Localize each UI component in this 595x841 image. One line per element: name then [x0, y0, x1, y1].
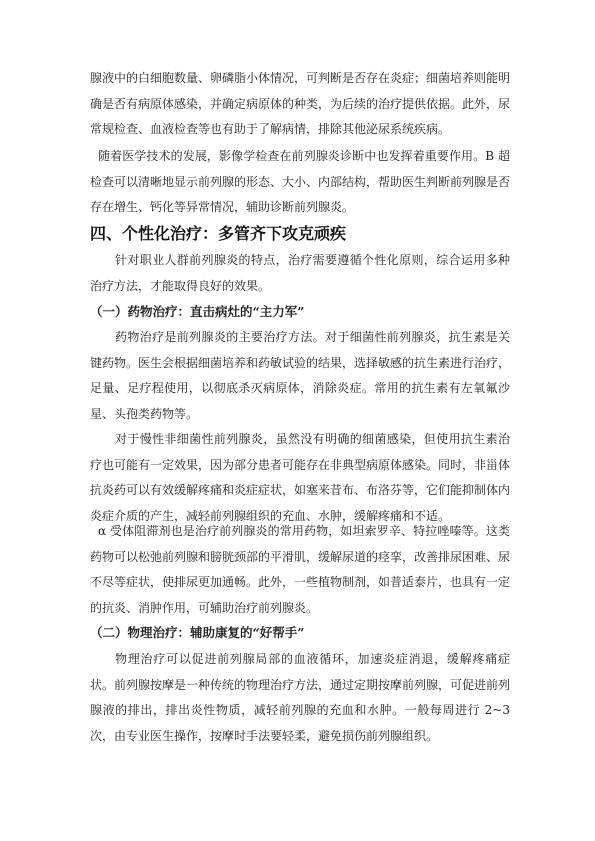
paragraph-diagnosis-imaging: 随着医学技术的发展，影像学检查在前列腺炎诊断中也发挥着重要作用。B 超检查可以清晰地显示前列腺的形态、大小、内部结构，帮助医生判断前列腺是否存在增生、钙化等异常情况，辅助诊断前列腺炎。: [90, 149, 511, 214]
paragraph-diagnosis-lab: 腺液中的白细胞数量、卵磷脂小体情况，可判断是否存在炎症；细菌培养则能明确是否有病原体感染，并确定病原体的种类，为后续的治疗提供依据。此外，尿常规检查、血液检查等也有助于了解病情，排除其他泌尿系统疾病。: [90, 71, 511, 136]
section-heading-4: 四、个性化治疗：多管齐下攻克顽疾: [90, 224, 347, 243]
paragraph-drug-antibiotics: 药物治疗是前列腺炎的主要治疗方法。对于细菌性前列腺炎，抗生素是关键药物。医生会根据细菌培养和药敏试验的结果，选择敏感的抗生素进行治疗，足量、足疗程使用，以彻底杀灭病原体，消除炎症。常用的抗生素有左氧氟沙星、头孢类药物等。: [90, 330, 511, 421]
subheading-drug-therapy: （一）药物治疗：直击病灶的“主力军”: [90, 304, 305, 319]
subheading-physical-therapy: （二）物理治疗：辅助康复的“好帮手”: [90, 625, 305, 640]
paragraph-drug-alpha-blockers: α 受体阻滞剂也是治疗前列腺炎的常用药物，如坦索罗辛、特拉唑嗪等。这类药物可以松弛前列腺和膀胱颈部的平滑肌，缓解尿道的痉挛，改善排尿困难、尿不尽等症状，使排尿更加通畅。此外，一些植物制剂，如普适泰片，也具有一定的抗炎、消肿作用，可辅助治疗前列腺炎。: [90, 524, 511, 615]
paragraph-physical-therapy: 物理治疗可以促进前列腺局部的血液循环，加速炎症消退，缓解疼痛症状。前列腺按摩是一种传统的物理治疗方法，通过定期按摩前列腺，可促进前列腺液的排出，排出炎性物质，减轻前列腺的充血和水肿。一般每周进行 2~3 次，由专业医生操作，按摩时手法要轻柔，避免损伤前列腺组织。: [90, 652, 511, 743]
paragraph-personalized-intro: 针对职业人群前列腺炎的特点，治疗需要遵循个性化原则，综合运用多种治疗方法，才能取得良好的效果。: [90, 253, 510, 293]
paragraph-drug-nsaids: 对于慢性非细菌性前列腺炎，虽然没有明确的细菌感染，但使用抗生素治疗也可能有一定效果，因为部分患者可能存在非典型病原体感染。同时，非甾体抗炎药可以有效缓解疼痛和炎症症状，如塞来昔布、布洛芬等，它们能抑制体内炎症介质的产生，减轻前列腺组织的充血、水肿，缓解疼痛和不适。: [90, 432, 511, 523]
